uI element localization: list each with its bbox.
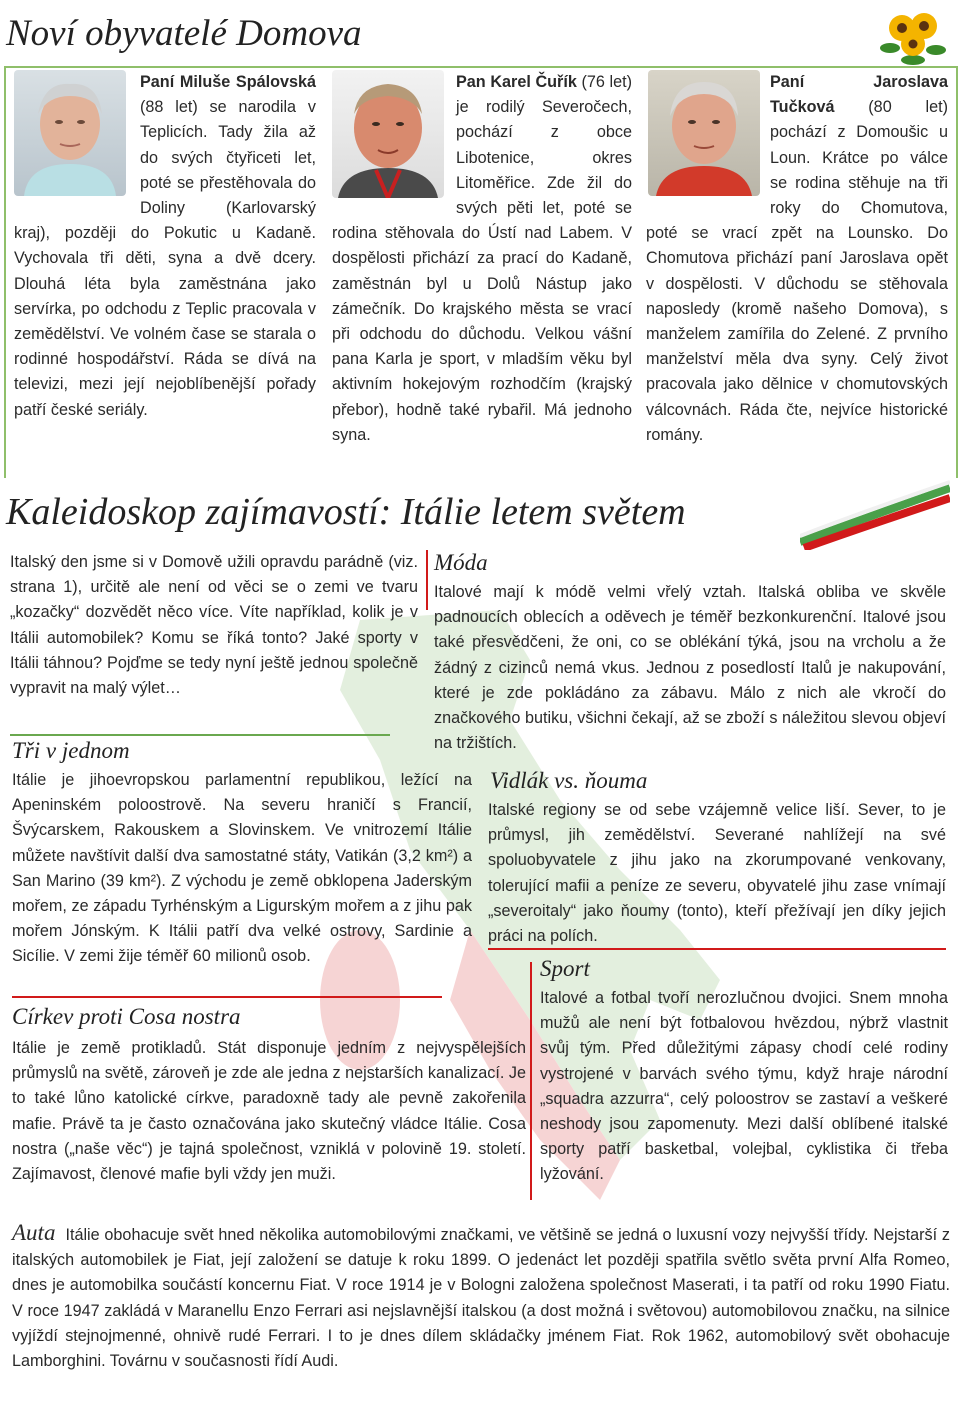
sport-divider (530, 962, 532, 1200)
kaleidoscope-intro: Italský den jsme si v Domově užili opravdu parádně (viz. strana 1), určitě ale není od věci se o zemi ve tvaru „kozačky“ dozvědět něco více. Víte například, kolik je v Itálii automobilek? Komu se říká tonto? Jaké sporty v Itálii táhnou? Pojďme se tedy nyní ještě jednou společně vypravit na malý výlet… (10, 553, 418, 698)
resident-text-spalovska (14, 70, 316, 470)
section-text-auta: Itálie obohacuje svět hned několika automobilovými značkami, ve většině se jedná o luxusní vozy nejvyšší třídy. Nejstarší z italských automobilek je Fiat, její založení se datuje k roku 1899. O jedenáct let později spatřila světlo světa první Alfa Romeo, dnes je automobilka součástí koncernu Fiat. V roce 1914 je v Bologni založena společnost Maserati, i ta patří od roku 1990 Fiatu. V roce 1947 zakládá v Maranellu Enzo Ferrari asi nejslavnější italskou (a dost možná i světovou) automobilovou značku, na silnice vyjíždí stejnojmenné, ohnivě rudé Ferrari. I to je dnes dílem skládačky jménem Fiat. Rok 1962, automobilový svět obohacuje Lamborghini. Továrnu v současnosti řídí Audi. (12, 1226, 950, 1371)
resident-bio-tuckova: (80 let) pochází z Domoušic u Loun. Krátce po válce se rodina stěhuje na tři roky do Chomutova, poté se vrací zpět na Lounsko. Do Chomutova přichází paní Jaroslava opět v dospělosti. V důchodu se stěhovala naposledy (kromě našeho Domova), s manželem zamířila do Zelené. Z prvního manželství měla dva syny. Celý život pracovala jako dělnice v chomutovských válcovnách. Ráda čte, nejvíce historické romány. (646, 98, 948, 444)
section-text-moda: Italové mají k módě velmi vřelý vztah. Italská obliba ve skvěle padnoucích oblecích a oděvech je téměř bezkonkurenční. Italové jsou také přesvědčeni, že oni, co se oblékání týká, jsou na vrcholu a že žádný z cizinců nemá vkus. Jednou z posedlostí Italů je nakupování, které je zde pokládáno za zábavu. Málo z nich ale vkročí do značkového butiku, všichni čekají, až se zboží s náležitou slevou objeví na tržištích. (434, 583, 946, 753)
vidlak-divider (488, 948, 946, 950)
resident-bio-spalovska: (88 let) se narodila v Teplicích. Tady žila až do svých čtyřiceti let, poté se přestěhovala do Doliny (Karlovarský kraj), později do Pokutic u Kadaně. Vychovala tři děti, syna a dvě dcery. Dlouhá léta byla zaměstnána jako servírka, po odchodu z Teplic pracovala v zemědělství. Ve volném čase se starala o rodinné hospodářství. Ráda se dívá na televizi, mezi její nejoblíbenější pořady patří české seriály. (14, 98, 316, 419)
resident-text-tuckova (646, 70, 948, 470)
resident-text-curik (332, 70, 632, 470)
resident-bio-curik: (76 let) je rodilý Severočech, pochází z obce Libotenice, okres Litoměřice. Zde žil do svých pěti let, poté se rodina stěhovala do Ústí nad Labem. V dospělosti přichází za prací do Kadaně, zaměstnán byl u Dolů Nástup jako zámečník. Do krajského města se vrací při odchodu do důchodu. Velkou vášní pana Karla je sport, v mladším věku byl aktivním hokejovým rozhodčím (krajský přebor), hodně také rybařil. Má jednoho syna. (332, 73, 632, 444)
section-text-sport: Italové a fotbal tvoří nerozlučnou dvojici. Snem mnoha mužů ale není být fotbalovou hvězdou, nýbrž vlastnit svůj tým. Před důležitými zápasy chodí celé rodiny vystrojené v barvách svého týmu, když hraje národní „squadra azzurra“, celý poloostrov se zastaví a veškeré neshody jsou zapomenuty. Mezi další oblíbené italské sporty patří basketbal, volejbal, cyklistika či třeba lyžování. (540, 989, 948, 1184)
tri-v-jednom-divider (12, 996, 442, 998)
kaleidoscope-title: Kaleidoskop zajímavostí: Itálie letem světem (6, 491, 686, 533)
section-title-sport: Sport (540, 956, 590, 981)
section-title-tri-v-jednom: Tři v jednom (12, 738, 130, 763)
resident-name-tuckova: Paní Jaroslava Tučková (770, 73, 948, 117)
section-title-moda: Móda (434, 550, 488, 575)
sunflower-icon (880, 4, 946, 66)
resident-name-spalovska: Paní Miluše Spálovská (140, 73, 316, 91)
section-text-vidlak: Italské regiony se od sebe vzájemně velice liší. Sever, to je průmysl, jih zemědělství. Severané nahlížejí na své spoluobyvatele z jihu jako na zkorumpované venkovany, tolerující mafii a peníze ze severu, obyvatelé jihu zase vnímají „severoitaly“ jako ňoumy (tonto), kteří přežívají jen díky jejich práci na polích. (488, 801, 946, 946)
section-text-tri-v-jednom: Itálie je jihoevropskou parlamentní republikou, ležící na Apeninském poloostrově. Na severu hraničí s Francií, Švýcarskem, Rakouskem a Slovinskem. Ve vnitrozemí Itálie můžete navštívit další dva samostatné státy, Vatikán (3,2 km²) a San Marino (39 km²). Z východu je země obklopena Jaderským mořem, ze západu Tyrhénským a Ligurským mořem a z jihu pak mořem Jónským. K Itálii patří dva velké ostrovy, Sardinie a Sicílie. V zemi žije téměř 60 milionů osob. (12, 771, 472, 966)
italian-flag-ribbon-icon (800, 480, 950, 550)
section-text-cirkev: Itálie je země protikladů. Stát disponuje jedním z nejvyspělejších průmyslů na světě, zároveň je zde ale jedna z nejstarších kanalizací. Je to také lůno katolické církve, paradoxně tady ale pevně zakořenila mafie. Právě ta je často označována jako skutečný vládce Itálie. Cosa nostra („naše věc“) je tajná společnost, vzniklá v polovině 19. století. Zajímavost, členové mafie byli vždy jen muži. (12, 1039, 526, 1184)
section-title-auta: Auta (12, 1220, 56, 1245)
resident-name-curik: Pan Karel Čuřík (456, 73, 577, 91)
intro-divider (10, 734, 390, 736)
page-title: Noví obyvatelé Domova (6, 13, 362, 54)
section-title-vidlak: Vidlák vs. ňouma (490, 768, 648, 793)
moda-divider (426, 550, 428, 610)
section-title-cirkev: Církev proti Cosa nostra (12, 1004, 241, 1029)
section-auta (12, 1220, 950, 1374)
